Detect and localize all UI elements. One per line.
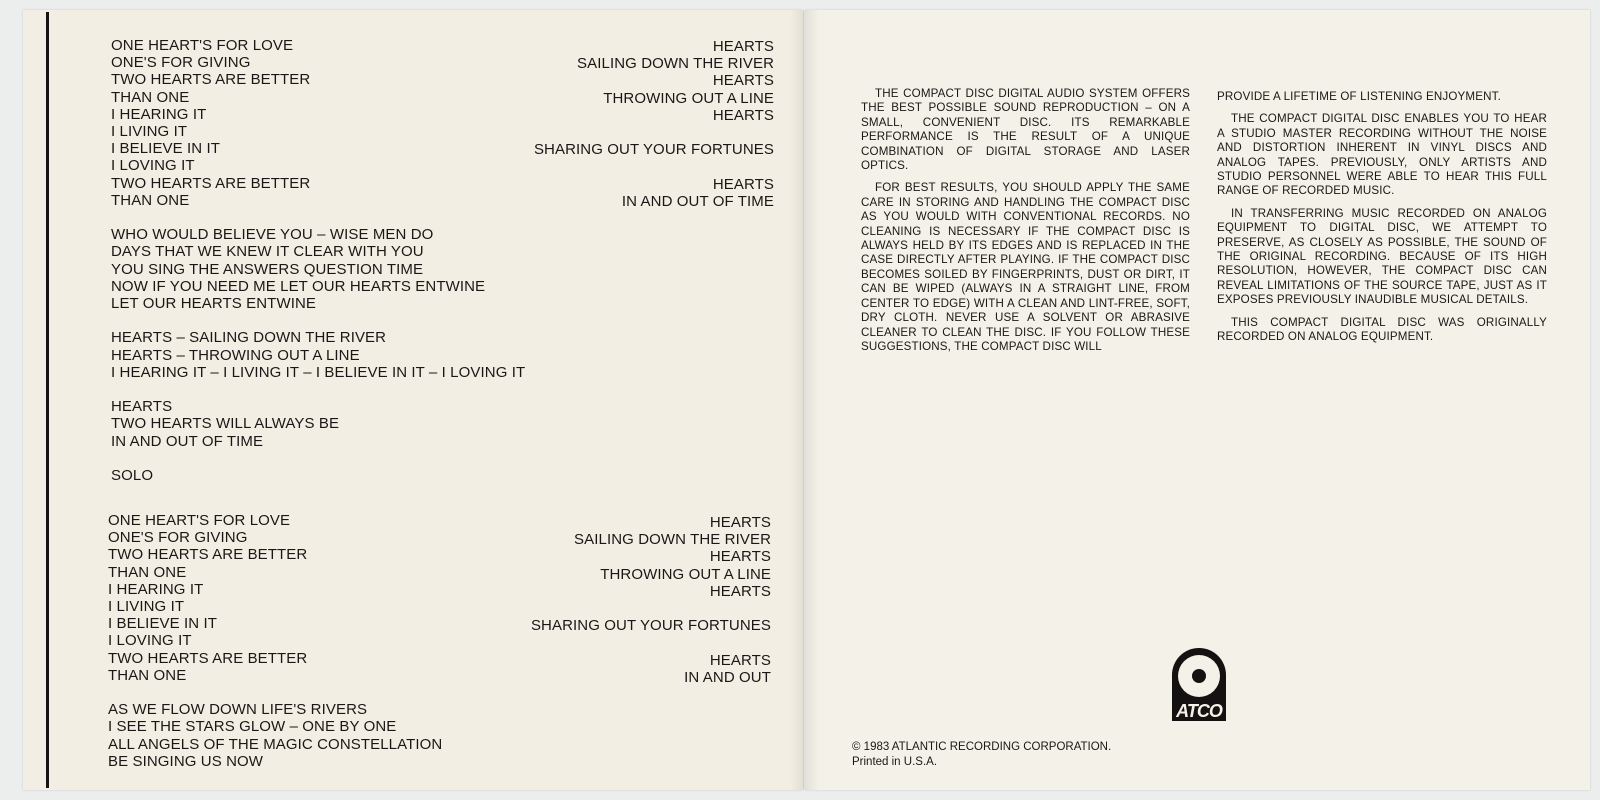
liner-paragraph: FOR BEST RESULTS, YOU SHOULD APPLY THE SAME CARE IN STORING AND HANDLING THE COMPACT DISC AS YOU WOULD WITH CONVENTIONAL RECORDS. NO CLEANING IS NECESSARY IF THE COMPACT DISC IS ALWAYS HELD BY ITS EDGES AND IS REPLACED IN THE CASE DIRECTLY AFTER PLAYING. IF THE COMPACT DISC BECOMES SOILED BY FINGERPRINTS, DUST OR DIRT, IT CAN BE WIPED (ALWAYS IN A STRAIGHT LINE, FROM CENTER TO EDGE) WITH A CLEAN AND LINT-FREE, SOFT, DRY CLOTH. NEVER USE A SOLVENT OR ABRASIVE CLEANER TO CLEAN THE DISC. IF YOU FOLLOW THESE SUGGESTIONS, THE COMPACT DISC WILL — [861, 181, 1190, 353]
atco-logo-icon — [1170, 647, 1228, 723]
lyric-line: YOU SING THE ANSWERS QUESTION TIME — [111, 260, 424, 278]
lyric-line: I LOVING IT — [111, 157, 195, 175]
lyric-line: IN AND OUT OF TIME — [621, 192, 774, 210]
lyric-line: ONE HEART'S FOR LOVE — [108, 512, 291, 529]
lyric-line: SOLO — [111, 467, 154, 485]
lyric-line: ONE HEART'S FOR LOVE — [111, 37, 294, 54]
lyric-line: THROWING OUT A LINE — [600, 565, 771, 583]
lyric-line: THAN ONE — [108, 666, 187, 684]
lyric-line: DAYS THAT WE KNEW IT CLEAR WITH YOU — [111, 243, 424, 261]
liner-paragraph: THE COMPACT DIGITAL DISC ENABLES YOU TO HEAR A STUDIO MASTER RECORDING WITHOUT THE NOISE AND DISTORTION INHERENT IN VINYL DISCS AND ANALOG TAPES. PREVIOUSLY, ONLY ARTISTS AND STUDIO PERSONNEL WERE ABLE TO HEAR THIS FULL RANGE OF RECORDED MUSIC. — [1217, 112, 1547, 198]
liner-paragraph: IN TRANSFERRING MUSIC RECORDED ON ANALOG EQUIPMENT TO DIGITAL DISC, WE ATTEMPT TO PRESERVE, AS CLOSELY AS POSSIBLE, THE SOUND OF THE ORIGINAL RECORDING. BECAUSE OF ITS HIGH RESOLUTION, HOWEVER, THE COMPACT DISC CAN REVEAL LIMITATIONS OF THE SOURCE TAPE, JUST AS IT EXPOSES PREVIOUSLY INAUDIBLE MUSICAL DETAILS. — [1217, 206, 1547, 307]
lyric-line: HEARTS — [712, 72, 774, 90]
copyright-block — [852, 740, 1111, 770]
lyric-line: HEARTS — [111, 398, 173, 416]
lyric-line: I BELIEVE IN IT — [111, 140, 221, 158]
liner-paragraph: THE COMPACT DISC DIGITAL AUDIO SYSTEM OFFERS THE BEST POSSIBLE SOUND REPRODUCTION – ON A SMALL, CONVENIENT DISC. ITS REMARKABLE PERFORMANCE IS THE RESULT OF A UNIQUE COMBINATION OF DIGITAL STORAGE AND LASER OPTICS. — [861, 87, 1190, 173]
lyrics-column-bottom-right — [451, 514, 771, 686]
lyric-line: SAILING DOWN THE RIVER — [577, 55, 774, 73]
lyric-line: I SEE THE STARS GLOW – ONE BY ONE — [108, 718, 397, 736]
lyric-line: HEARTS — [709, 514, 771, 531]
lyric-line: NOW IF YOU NEED ME LET OUR HEARTS ENTWINE — [111, 277, 486, 295]
stanza-break — [451, 634, 771, 651]
lyric-line: I LOVING IT — [108, 632, 192, 650]
liner-paragraph: THIS COMPACT DIGITAL DISC WAS ORIGINALLY RECORDED ON ANALOG EQUIPMENT. — [1217, 315, 1547, 344]
lyric-line: HEARTS — [712, 175, 774, 193]
lyric-line: ALL ANGELS OF THE MAGIC CONSTELLATION — [108, 735, 443, 753]
lyric-line: TWO HEARTS ARE BETTER — [111, 174, 311, 192]
booklet-spine-line — [46, 12, 49, 788]
stanza-break — [111, 381, 525, 398]
lyric-line: AS WE FLOW DOWN LIFE'S RIVERS — [108, 701, 368, 719]
lyric-line: I HEARING IT – I LIVING IT – I BELIEVE IN IT – I LOVING IT — [111, 363, 526, 381]
stanza-break — [111, 312, 525, 329]
lyric-line: THAN ONE — [111, 191, 190, 209]
liner-notes-column-1 — [861, 87, 1190, 362]
copyright-line: © 1983 ATLANTIC RECORDING CORPORATION. — [852, 741, 1112, 753]
lyric-line: LET OUR HEARTS ENTWINE — [111, 295, 317, 313]
lyric-line: WHO WOULD BELIEVE YOU – WISE MEN DO — [111, 226, 434, 244]
lyric-line: I HEARING IT — [108, 580, 204, 598]
lyric-line: IN AND OUT — [684, 668, 771, 686]
lyric-line: HEARTS — [709, 582, 771, 600]
lyric-line: TWO HEARTS ARE BETTER — [108, 546, 308, 564]
stanza-break — [111, 450, 525, 467]
stanza-break — [454, 124, 774, 141]
lyric-line: SHARING OUT YOUR FORTUNES — [533, 141, 774, 159]
lyric-line: TWO HEARTS ARE BETTER — [108, 649, 308, 667]
lyric-line: I LIVING IT — [108, 598, 185, 616]
lyric-line: TWO HEARTS WILL ALWAYS BE — [111, 415, 340, 433]
stanza-break — [108, 684, 442, 701]
lyric-line: SHARING OUT YOUR FORTUNES — [530, 617, 771, 635]
stanza-break — [451, 600, 771, 617]
fold-shadow — [805, 10, 819, 790]
stanza-break — [454, 158, 774, 175]
lyric-line: HEARTS — [709, 548, 771, 566]
lyrics-column-top-right — [454, 38, 774, 210]
lyric-line: TWO HEARTS ARE BETTER — [111, 71, 311, 89]
lyric-line: IN AND OUT OF TIME — [111, 432, 264, 450]
stanza-break — [111, 209, 525, 226]
lyric-line: THAN ONE — [108, 563, 187, 581]
lyric-line: HEARTS — [712, 106, 774, 124]
lyric-line: BE SINGING US NOW — [108, 752, 264, 770]
lyric-line: HEARTS — [709, 651, 771, 669]
lyric-line: I HEARING IT — [111, 105, 207, 123]
lyric-line: HEARTS – THROWING OUT A LINE — [111, 346, 360, 364]
lyric-line: HEARTS – SAILING DOWN THE RIVER — [111, 329, 387, 347]
liner-notes-column-2 — [1217, 90, 1547, 353]
lyric-line: THAN ONE — [111, 88, 190, 106]
lyric-line: THROWING OUT A LINE — [603, 89, 774, 107]
lyric-line: HEARTS — [712, 38, 774, 55]
lyric-line: ONE'S FOR GIVING — [111, 54, 251, 72]
lyric-line: ONE'S FOR GIVING — [108, 529, 248, 547]
lyric-line: SAILING DOWN THE RIVER — [574, 531, 771, 549]
printed-line: Printed in U.S.A. — [852, 756, 938, 768]
liner-paragraph: PROVIDE A LIFETIME OF LISTENING ENJOYMENT. — [1217, 90, 1501, 103]
lyric-line: I LIVING IT — [111, 123, 188, 141]
logo-text: ATCO — [1176, 701, 1222, 721]
lyric-line: I BELIEVE IN IT — [108, 615, 218, 633]
fold-shadow — [790, 10, 804, 790]
lyrics-column-bottom-left — [108, 512, 442, 770]
